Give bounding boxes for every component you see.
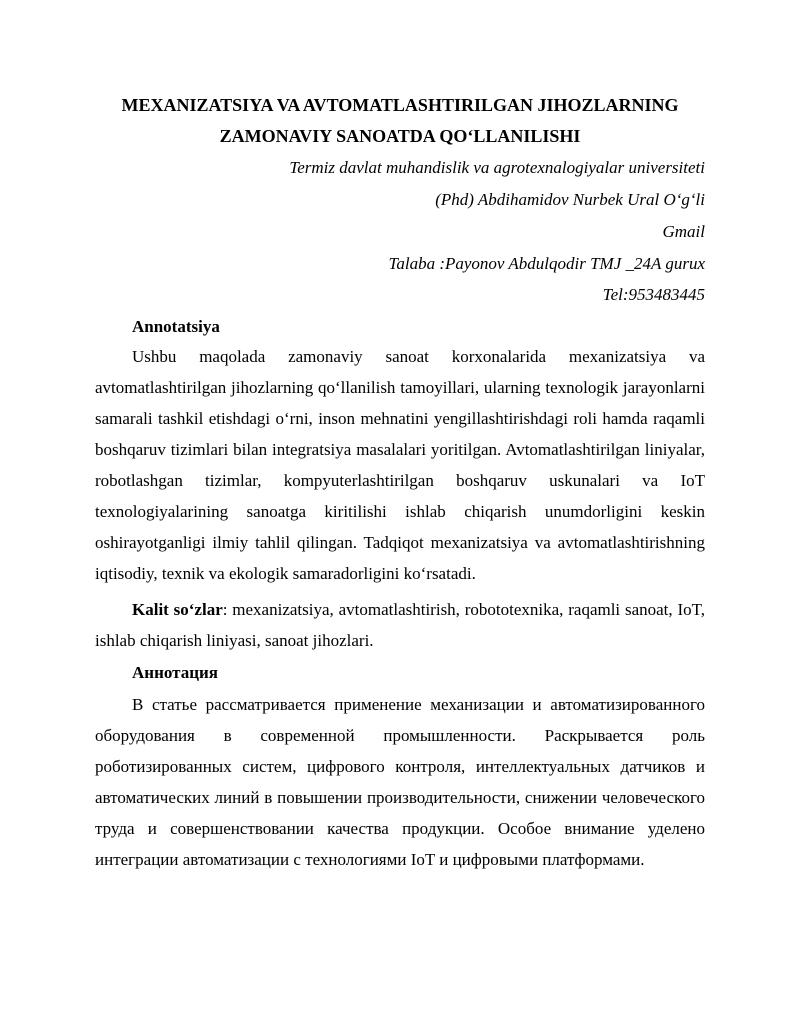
title-line-1: MEXANIZATSIYA VA AVTOMATLASHTIRILGAN JIHOZLARNING <box>121 95 679 115</box>
title-line-2: ZAMONAVIY SANOATDA QO‘LLANILISHI <box>219 126 581 146</box>
author-supervisor: (Phd) Abdihamidov Nurbek Ural O‘g‘li <box>435 190 705 209</box>
annotation-ru-heading: Аннотация <box>132 663 218 682</box>
author-university: Termiz davlat muhandislik va agrotexnalogiyalar universiteti <box>289 158 705 177</box>
author-phone: Tel:953483445 <box>602 285 705 304</box>
annotation-ru-text: В статье рассматривается применение механизации и автоматизированного оборудования в современной промышленности. Раскрывается роль роботизированных систем, цифрового контроля, интеллектуальных датчиков и автоматических линий в повышении производительности, снижении человеческого труда и совершенствовании качества продукции. Особое внимание уделено интеграции автоматизации с технологиями IoT и цифровыми платформами. <box>95 695 705 869</box>
keywords-paragraph <box>95 594 705 656</box>
author-email-label: Gmail <box>662 222 705 241</box>
annotation-uz-heading: Annotatsiya <box>132 317 220 336</box>
keywords-text: : mexanizatsiya, avtomatlashtirish, robototexnika, raqamli sanoat, IoT, ishlab chiqarish liniyasi, sanoat jihozlari. <box>95 600 706 650</box>
keywords-label: Kalit so‘zlar <box>132 600 223 619</box>
author-student: Talaba :Payonov Abdulqodir TMJ _24A gurux <box>388 254 705 273</box>
annotation-uz-text: Ushbu maqolada zamonaviy sanoat korxonalarida mexanizatsiya va avtomatlashtirilgan jihozlarning qo‘llanilish tamoyillari, ularning texnologik jarayonlarni samarali tashkil etishdagi o‘rni, inson mehnatini yengillashtirishdagi roli hamda raqamli boshqaruv tizimlari bilan integratsiya masalalari yoritilgan. Avtomatlashtirilgan liniyalar, robotlashgan tizimlar, kompyuterlashtirilgan boshqaruv uskunalari va IoT texnologiyalarining sanoatga kiritilishi ishlab chiqarish unumdorligini keskin oshirayotganligi ilmiy tahlil qilingan. Tadqiqot mexanizatsiya va avtomatlashtirishning iqtisodiy, texnik va ekologik samaradorligini ko‘rsatadi. <box>95 347 705 583</box>
